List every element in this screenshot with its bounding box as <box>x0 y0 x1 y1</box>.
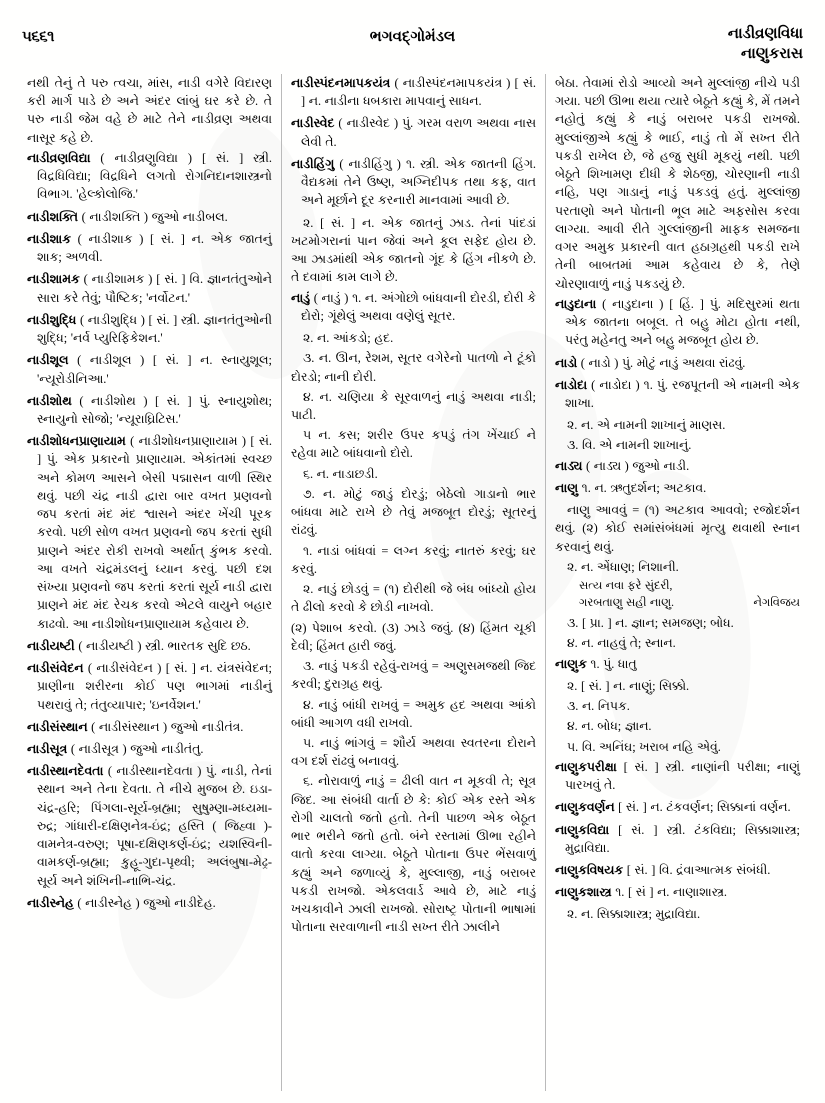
entry-headword: નાડુદાના <box>555 296 597 311</box>
entry-body: ( નાડીસૂત્ર ) જુઓ નાડીતંતુ. <box>67 741 204 756</box>
text-column-2 <box>282 74 546 1091</box>
entry-sense: ૬. નોરાવાળું નાડું = ઢીલી વાત ન મૂકવી તે; સૂત્ર જિદ. આ સંબંધી વાર્તા છે કે: કોઈ એક રસ્તે એક રોગી ચાલતો જતો હતો. તેની પાછળ એક બેઠૂત ભાર ભરીને જતો હતો. બંને રસ્તામાં ઊભા રહીને વાતો કરવા લાગ્યા. બેઠૂતે પોતાના ઉપર ભેંસવાળું કહ્યું અને જળાવ્યું કે, મુલ્લાજી, નાડું બરાબર પકડી રાખજો. એકલવાર્ડ આવે છે, માટે નાડું ખચકાવીને ઝાલી રાખજો. સોરાષ્ટ્ર પોતાની ભાષામાં પોતાના સરવાળાની નાડી સખ્ત રીતે ઝાલીને <box>291 774 536 935</box>
entry-headword: નાડીસંવેદન <box>27 661 84 676</box>
running-head-line-2: નાણુકરાસ <box>740 46 803 63</box>
book-title: ભગવદ્ગોમંડલ <box>369 29 456 45</box>
entry-sense: ૪. ન. ચણિયા કે સૂરવાળનું નાડું અથવા નાડી; પાટી. <box>291 389 536 422</box>
entry-body: ( નાડુદાના ) [ હિં. ] પું. મદિસુરમાં થતા એક જાતના બબૂલ. તે બહુ મોટા હોતા નથી, પરંતુ મહેનતુ અને બહુ મજબૂત હોય છે. <box>565 296 800 348</box>
entry-body: ( નાડીસ્વેદ ) પું. ગરમ વરાળ અથવા નાસ લેવી તે. <box>301 116 536 149</box>
page-header <box>0 22 825 78</box>
entry-headword: નાડીવ્રણવિદ્યા <box>27 150 91 165</box>
dictionary-entry <box>555 354 800 372</box>
dictionary-entry <box>27 351 272 387</box>
dictionary-entry <box>27 392 272 428</box>
entry-headword: નાણુ <box>555 480 579 495</box>
entry-body: ( નાડીશામક ) [ સં. ] વિ. જ્ઞાનતંતુઓને સારા કરે તેવું; પૌષ્ટિક; 'નર્વોટન.' <box>37 272 272 305</box>
entry-headword: નાણુક <box>555 656 587 671</box>
verse-author: નેગવિજય <box>753 596 800 609</box>
entry-sense: ૩. ન. ઊન, રેશમ, સૂતર વગેરેનો પાતળો ને ટૂંકો દોરડો; નાની દોરી. <box>291 351 536 384</box>
column-container <box>18 74 809 1091</box>
entry-headword: નાડીસ્નેહ <box>27 895 74 910</box>
running-head-line-1: નાડીવ્રણવિધા <box>727 26 803 42</box>
entry-sense: ૪. ન. નાહવું તે; સ્નાન. <box>567 636 676 651</box>
dictionary-entry <box>555 457 800 475</box>
entry-headword: નાડીશોધનપ્રાણાયામ <box>27 434 126 449</box>
verse-line: સત્ય નવા ફરે સુંદરી, <box>579 580 673 593</box>
entry-headword: નાડીસૂત્ર <box>27 741 68 756</box>
verse-attribution <box>555 595 800 612</box>
entry-sense: ૫. વિ. અનિંઘ; ખરાબ નહિ એવું. <box>567 739 721 754</box>
entry-headword: નાડીશામક <box>27 272 80 287</box>
running-head <box>728 24 803 65</box>
dictionary-entry <box>291 114 536 150</box>
entry-sense: ૧. નાડાં બાંધવાં = લગ્ન કરવું; નાતરું કરવું; ઘર કરવું. <box>291 543 536 576</box>
entry-body: ૧. પું. ધાતુ <box>586 656 637 671</box>
entry-sense: નાણુ આવવું = (૧) અટકાવ આવવો; રજોદર્શન થવું. (૨) કોઈ સમાંસંબંધમાં મૃત્યુ થવાથી સ્નાન કરવાનું થવું. <box>555 503 800 554</box>
dictionary-entry <box>555 758 800 794</box>
entry-headword: નાડીસ્થાનદેવતા <box>27 764 104 779</box>
entry-headword: નાડીસંસ્થાન <box>27 719 88 734</box>
dictionary-entry <box>555 295 800 350</box>
entry-body: ( નાડ્ય ) જુઓ નાડી. <box>582 458 690 473</box>
entry-body: ( નાડીહિંગુ ) ૧. સ્ત્રી. એક જાતની હિંગ. વૈદ્યકમાં તેને ઉષ્ણ, અગ્નિદીપક તથા કફ, વાત અને મૂર્છાને દૂર કરનારી માનવામાં આવી છે. <box>301 156 536 208</box>
dictionary-entry <box>555 655 800 673</box>
entry-headword: નાડું <box>291 290 311 305</box>
entry-sense: ૫. નાડું ભાંગવું = શૌર્ય અથવા સ્વતરના દોરાને વગ દર્શ રાંઢવું બનાવવું. <box>291 735 536 769</box>
entry-body: ( નાડો ) પું. મોટું નાડું અથવા રાંઢવું. <box>577 355 746 370</box>
entry-sense: ૩. ન. નિપક. <box>567 699 630 714</box>
entry-sense: ૩. વિ. એ નામની શાખાનું. <box>567 438 692 453</box>
entry-body: ( નાડીસંવેદન ) [ સં. ] ન. યંત્રસંવેદન; પ્રાણીના શરીરના કોઈ પણ ભાગમાં નાડીનું પથરાવું તે; તંતુવ્યાપાર; 'ઇનર્વેશન.' <box>37 661 272 712</box>
entry-sense: ૨. [ સં. ] ન. એક જાતનું ઝાડ. તેનાં પાંદડાં ખટમોગરાનાં પાન જેવાં અને કૂલ સફેદ હોય છે. આ ઝાડમાંથી એક જાતનો ગૂંદ કે હિંગ નીકળે છે. તે દવામાં કામ લાગે છે. <box>291 215 536 285</box>
entry-headword: નાણુકપરીક્ષા <box>555 759 617 774</box>
entry-headword: નાડીશૂલ <box>27 353 69 368</box>
paragraph-continuation: (૨) પેશાબ કરવો. (૩) ઝાડે જવું. (૪) હિંમત ચૂકી દેવી; હિંમત હારી જવું. <box>291 620 536 653</box>
dictionary-entry <box>555 861 800 879</box>
entry-sense: ૨. નાડું છોડવું = (૧) દોરીથી જે બંધ બાંધ્યો હોય તે ઢીલો કરવો કે છોડી નાખવો. <box>291 582 536 615</box>
dictionary-entry <box>291 155 536 210</box>
entry-headword: નાડીયષ્ટી <box>27 638 75 653</box>
entry-headword: નાણુકવિદ્યા <box>555 822 610 837</box>
text-column-1 <box>18 74 282 1091</box>
entry-headword: નાડીશક્તિ <box>27 209 78 224</box>
entry-headword: નાણુકવર્ણન <box>555 800 615 815</box>
entry-sense: ૨. ન. આંકડો; હદ. <box>303 331 394 346</box>
entry-body: ( નાડીવ્રણુવિદ્યા ) [ સં. ] સ્ત્રી. વિદ્રધિવિદ્યા; વિદ્રધિને લગતો રોગનિદાનશાસ્ત્રનો વિભાગ. 'હેલ્કોલોજિ.' <box>37 150 272 202</box>
dictionary-entry <box>27 894 272 912</box>
dictionary-entry <box>555 479 800 497</box>
dictionary-entry <box>27 149 272 204</box>
entry-body: ( નાડીશાક ) [ સં. ] ન. એક જાતનું શાક; અળવી. <box>37 231 272 265</box>
paragraph-continuation: નથી તેનું તે પરુ ત્વચા, માંસ, નાડી વગેરે વિદારણ કરી માર્ગ પાડે છે અને અંદર લાંબું ઘર કરે છે. તે પરુ નાડી જેમ વહે છે માટે તેને નાડીવ્રણ અથવા નાસૂર કહે છે. <box>27 76 272 145</box>
entry-sense: ૬. ન. નાડાછડી. <box>303 466 378 481</box>
dictionary-entry <box>555 821 800 857</box>
entry-headword: નાડીસ્વેદ <box>291 116 335 131</box>
entry-body: ( નાડીયષ્ટી ) સ્ત્રી. ભારતક સુદિ છઠ. <box>74 638 251 653</box>
entry-body: ( નાડોદા ) ૧. પું. રજપૂતની એ નામની એક શાખા. <box>565 377 800 410</box>
entry-headword: નાડીહિંગુ <box>291 156 335 171</box>
entry-body: ( નાડીસ્થાનદેવતા ) પું. નાડી, તેનાં સ્થાન અને તેના દેવતા. તે નીચે મુજબ છે. ઇડા-ચંદ્ર-હરિ; પિંગલા-સૂર્ય-બ્રહ્મા; સુષુમ્ણા-મધ્યમા-રુદ્ર; ગાંધારી-દક્ષિણનેત્ર-ઇંદ્ર; હસ્તિ ( જિહ્વા )-વામનેત્ર-વરુણ; પૂષા-દક્ષિણકર્ણ-ઇંદ્ર; યશસ્વિની-વામકર્ણ-બ્રહ્મા; કુહૂ-ગુદા-પૃથ્વી; અલંબુષા-મેઢ્ર-સૂર્ય અને શંખિની-નાભિ-ચંદ્ર. <box>37 764 272 888</box>
entry-body: [ સં. ] વિ. દ્રંવાઆત્મક સંબંધી. <box>623 862 771 877</box>
entry-body: ( નાડું ) ૧. ન. અંગોછો બાંધવાની દોરડી, દોરી કે દોરો; ગૂંથેલું અથવા વણેલું સૂતર. <box>301 290 536 323</box>
dictionary-entry <box>27 637 272 655</box>
dictionary-entry <box>27 311 272 347</box>
dictionary-entry <box>27 432 272 633</box>
entry-headword: નાડ્ય <box>555 458 583 473</box>
entry-body: ( નાડીશૂલ ) [ સં. ] ન. સ્નાયુશૂલ; 'ન્યૂરોડીનિઆ.' <box>37 353 272 386</box>
dictionary-entry <box>291 289 536 325</box>
entry-body: ( નાડીશોથ ) [ સં. ] પું. સ્નાયુશોથ; સ્નાયુનો સોજો; 'ન્યૂરાઘ્રિટિસ.' <box>37 393 272 426</box>
dictionary-entry <box>27 270 272 306</box>
entry-body: ( નાડીશક્તિ ) જુઓ નાડીબલ. <box>78 209 228 224</box>
dictionary-entry <box>27 762 272 890</box>
entry-sense: ૨. ન. સિક્કાશાસ્ત્ર; મુદ્રાવિદ્યા. <box>567 907 701 922</box>
entry-headword: નાડીશુદ્ધિ <box>27 312 77 327</box>
entry-body: ( નાડીસંસ્થાન ) જુઓ નાડીતંત્ર. <box>87 719 244 734</box>
dictionary-entry <box>555 798 800 816</box>
dictionary-entry <box>555 376 800 412</box>
verse-text: ગરબતાણુ સહી નાણુ. <box>579 596 674 609</box>
paragraph-continuation: બેઠા. તેવામાં રોડો આવ્યો અને મુલ્લાંજી નીચે પડી ગયા. પછી ઊભા થયા ત્યારે બેઠૂતે કહ્યું કે, મેં તમને નહોતું કહ્યું કે નાડું બરાબર પકડી રાખજો. મુલ્લાંજીએ કહ્યું કે ભાઈ, નાડું તો મેં સખ્ત રીતે પકડી રાખેલ છે, જે હજુ સુધી મૂકયું નથી. પછી બેઠૂતે શિખામણ દીધી કે શેઠજી, ચોરણાની નાડી નહિ, પણ ગાડાનું નાડું પકડવું હતું. મુલ્લાંજી પરતાણો અને પોતાની ભૂલ માટે અફસોસ કરવા લાગ્યા. આવી રીતે ગુલ્લાંજીની માફક સમજના વગર અમુક પ્રકારની વાત હઠાગ્રહથી પકડી રાખે તેની બાબતમાં આમ કહેવાય છે કે, તેણે ચોરણાવાળું નાડું પકડયું છે. <box>555 76 800 291</box>
entry-body: ( નાડીશોધનપ્રાણાયામ ) [ સં. ] પું. એક પ્રકારનો પ્રાણાયામ. એકાંતમાં સ્વચ્છ અને કોમળ આસને બેસી પદ્માસન વાળી સ્થિર થવું. પછી ચંદ્ર નાડી દ્વારા બાર વખત પ્રણવનો જપ કરતાં મંદ મંદ શ્વાસને અંદર ખેંચી પૂરક કરવો. પછી સોળ વખત પ્રણવનો જપ કરતાં સુધી પ્રાણને અંદર રોકી રાખવો અર્થાત્ કુંભક કરવો. આ વખતે ચંદ્રમંડલનું ધ્યાન કરવું. પછી દશ સંખ્યા પ્રણવનો જપ કરતાં કરતાં સૂર્ય નાડી દ્વારા પ્રાણને મંદ મંદ રેચક કરવો એટલે વાયુને બહાર કાઢવો. આ નાડીશોધનપ્રાણાયામ કહેવાય છે. <box>37 434 272 631</box>
page-number: ૫૬૬૧ <box>22 29 55 45</box>
entry-sense: ૨. [ સં. ] ન. નાણું; સિક્કો. <box>567 678 690 693</box>
dictionary-entry <box>27 659 272 714</box>
entry-sense: ૫ ન. કસ; શરીર ઉપર કપડું તંગ ખેંચાઈ ને રહેવા માટે બાંધવાનો દોરો. <box>291 428 536 461</box>
entry-body: ૧. ન. ઋતુદર્શન; અટકાવ. <box>578 480 707 495</box>
dictionary-entry <box>27 718 272 736</box>
entry-headword: નાણુકવિષયક <box>555 862 624 877</box>
text-column-3 <box>546 74 809 1091</box>
entry-body: ( નાડીશુદ્ધિ ) [ સં. ] સ્ત્રી. જ્ઞાનતંતુઓની શુદ્ધિ; 'નર્વ પ્યુરિફિકેશન.' <box>37 312 272 346</box>
entry-headword: નાડીશોથ <box>27 393 72 408</box>
entry-body: [ સં. ] ન. ટંકવર્ણન; સિક્કાનાં વર્ણન. <box>614 800 791 815</box>
entry-body: ( નાડીસ્નેહ ) જુઓ નાડીદેહ. <box>73 895 216 910</box>
entry-headword: નાણુકશાસ્ત્ર <box>555 885 612 900</box>
entry-sense: ૨. ન. એંધાણ; નિશાની. <box>567 559 679 574</box>
entry-body: ( નાડીસ્પંદનમાપકયંત્ર ) [ સં. ] ન. નાડીના ધબકારા માપવાનું સાધન. <box>301 76 536 109</box>
entry-headword: નાડો <box>555 355 578 370</box>
entry-sense: ૪. નાડું બાંધી રાખવું = અમુક હદ અથવા આંકો બાંધી આગળ વધી રાખવો. <box>291 697 536 730</box>
dictionary-entry <box>291 74 536 110</box>
entry-headword: નાડીસ્પંદનમાપકયંત્ર <box>291 76 391 90</box>
dictionary-entry <box>555 883 800 901</box>
entry-sense: ૩. [ પ્રા. ] ન. જ્ઞાન; સમજણ; બોધ. <box>567 616 734 631</box>
entry-headword: નાડોદા <box>555 377 588 392</box>
dictionary-entry <box>27 208 272 226</box>
entry-sense: ૪. ન. બોધ; જ્ઞાન. <box>567 719 652 734</box>
entry-sense: ૨. ન. એ નામની શાખાનું માણસ. <box>567 418 726 433</box>
entry-headword: નાડીશાક <box>27 231 71 246</box>
entry-body: ૧. [ સં ] ન. નાણાશાસ્ત્ર. <box>611 885 727 900</box>
dictionary-entry <box>27 230 272 266</box>
dictionary-entry <box>27 740 272 758</box>
entry-sense: ૭. ન. મોટું જાડું દોરડું; બેઠેલો ગાડાનો ભાર બાંધવા માટે રાખે છે તેવું મજબૂત દોરડું; સૂતરનું રાંઢવું. <box>291 486 536 538</box>
entry-body: [ સં. ] સ્ત્રી. નાણાંની પરીક્ષા; નાણું પારખવું તે. <box>565 759 800 793</box>
entry-sense: ૩. નાડું પકડી રહેવું-રાખવું = અણુસમજથી જિદ કરવી; દુરાગ્રહ થવું. <box>291 659 536 692</box>
entry-body: [ સં. ] સ્ત્રી. ટંકવિદ્યા; સિક્કાશાસ્ત્ર; મુદ્રાવિદ્યા. <box>565 822 800 855</box>
